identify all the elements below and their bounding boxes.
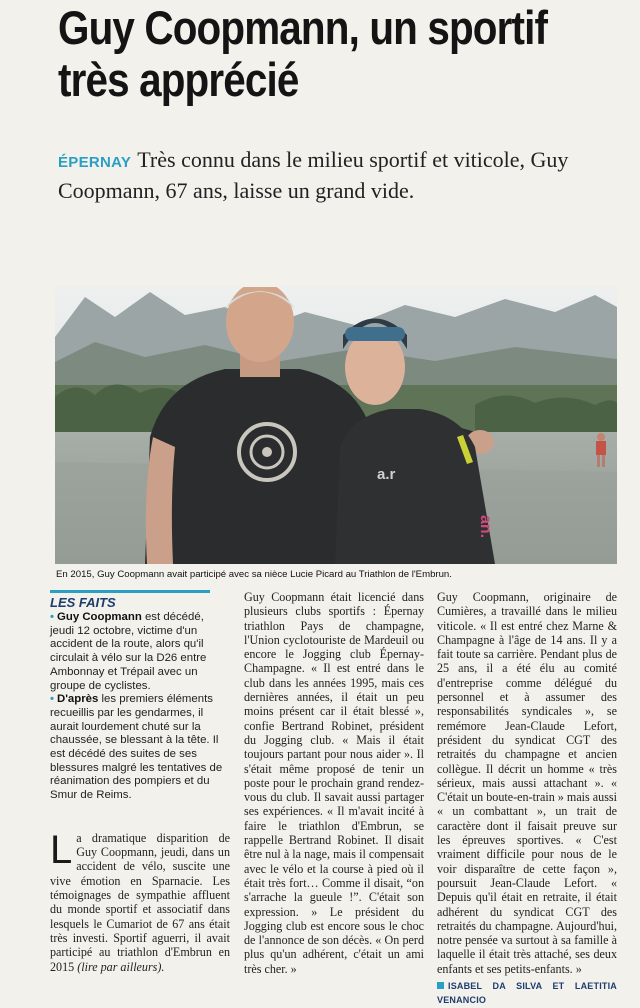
faits-title: LES FAITS (50, 595, 116, 610)
faits-item: • D'après les premiers éléments recueillis par les gendarmes, il aurait lourdement chuté sur la chaussée, se blessant à la tête. Il est décédé des suites de ses blessures malgré les tentatives de réanimation des pompiers et du Smur de Reims. (50, 693, 223, 802)
dropcap: L (50, 827, 73, 872)
column-2-text: Guy Coopmann était licencié dans plusieurs clubs sportifs : Épernay triathlon Pays de champagne, l'Union cyclotouriste de Mardeuil ou encore le Jogging club Épernay-Champagne. « Il est entré dans le club dans les années 1995, mais ces dernières années, il était un peu moins présent car il était blessé », confie Bertrand Robinet, président du Jogging club. « Mais il était toujours partant pour nous aider ». Il s'était même proposé de tenir un poste pour le prochain grand rendez-vous du club. Il savait aussi partager ses expériences. « Il m'avait incité à faire le triathlon d'Embrun, se rappelle Bertrand Robinet. Il disait être nul à la nage, mais il compensait avec le vélo et la course à pied où il était très fort… Comme il disait, “on s'arrache la gueule !”. C'était son expression. » Le président du Jogging club est encore sous le choc de l'annonce de son décès. « On perd plus qu'un adhérent, c'était un ami très cher. » (244, 590, 424, 976)
lead-paragraph: a dramatique disparition de Guy Coopmann, jeudi, dans un accident de vélo, suscite une vive émotion en Sparnacie. Les témoignages de sympathie affluent du monde sportif et associatif dans lesquels le Cumariot de 67 ans était très investi. Sportif aguerri, il avait participé au triathlon d'Embrun en 2015 (lire par ailleurs). (50, 830, 230, 974)
standfirst (58, 146, 633, 205)
bullet-icon: • (50, 611, 54, 623)
column-3 (437, 590, 617, 1008)
faits-item: • Guy Coopmann est décédé, jeudi 12 octobre, victime d'un accident de la route, alors qu'il circulait à vélo sur la D26 entre Ambonnay et Trépail avec un groupe de cyclistes. (50, 611, 207, 692)
standfirst-text: Très connu dans le milieu sportif et viticole, Guy Coopmann, 67 ans, laisse un grand vide. (58, 147, 569, 203)
suit-sleeve-text: an. (477, 515, 494, 539)
article-lead (50, 827, 230, 974)
byline: ISABEL DA SILVA ET LAETITIA VENANCIO (437, 981, 617, 1006)
location-kicker: ÉPERNAY (58, 154, 132, 171)
article-photo (55, 287, 617, 564)
suit-logo: a.r (377, 466, 396, 483)
faits-rule (50, 590, 210, 593)
square-icon (437, 982, 444, 989)
column-1 (50, 590, 230, 974)
column-2 (244, 590, 424, 976)
column-3-text: Guy Coopmann, originaire de Cumières, a travaillé dans le milieu viticole. « Il est entré chez Marne & Champagne à l'âge de 14 ans. Il y a fait toute sa carrière. Pendant plus de 25 ans, il a été élu au comité d'entreprise comme délégué du personnel et à assumer des responsabilités syndicales », se remémore Jean-Claude Lefort, président du syndicat CGT des retraités du champagne et ancien collègue. Il décrit un homme « très sérieux, mais aussi attachant ». « C'était un boute-en-train » mais aussi « un combattant », un trait de caractère dont il faisait preuve sur les épreuves sportives. « C'est vraiment difficile pour nous de le voir disparaître de cette façon », poursuit Jean-Claude Lefort. « Depuis qu'il était en retraite, il était adhérent du syndicat CGT des retraités du champagne. Aujourd'hui, notre pensée va surtout à sa famille à laquelle il était très attaché, ses deux enfants et ses petits-enfants. » (437, 590, 617, 976)
bullet-icon: • (50, 693, 54, 706)
headline: Guy Coopmann, un sportif très apprécié (58, 1, 548, 106)
photo-caption: En 2015, Guy Coopmann avait participé avec sa nièce Lucie Picard au Triathlon de l'Embrun. (56, 569, 452, 580)
